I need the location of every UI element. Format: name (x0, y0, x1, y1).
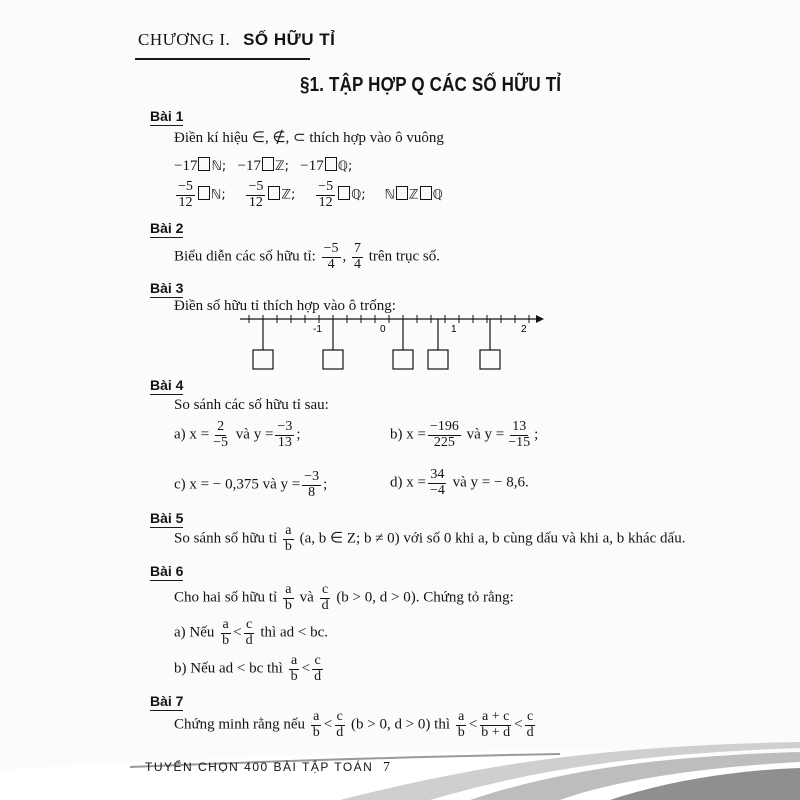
fraction: $\frac{c}{d}$ (526, 709, 534, 740)
exercise-2-text: Biểu diễn các số hữu tỉ: $\frac{-5}{4}$ , $\frac{7}{4}$ trên trục số. (174, 241, 440, 272)
exercise-6-intro: Cho hai số hữu tỉ $\frac{a}{b}$ và $\frac{c}{d}$ (b > 0, d > 0). Chứng tỏ rằng: (174, 582, 514, 613)
fraction: $\frac{-5}{12}$ (318, 179, 334, 210)
exercise-4a: a) x = $\frac{2}{-5}$ và y = $\frac{-3}{13}$ ; (174, 419, 301, 450)
fraction: $\frac{c}{d}$ (321, 582, 329, 613)
answer-box[interactable] (262, 157, 274, 171)
answer-box[interactable] (325, 157, 337, 171)
chapter-heading (138, 30, 335, 50)
exercise-1-row2: $\frac{-5}{12}$ ℕ; $\frac{-5}{12}$ ℤ; $\frac{-5}{12}$ ℚ; ℕ ℤ ℚ (178, 179, 443, 210)
exercise-6-heading: Bài 6 (150, 563, 184, 579)
exercise-4-instruction: So sánh các số hữu tỉ sau: (174, 397, 329, 413)
exercise-2-heading: Bài 2 (150, 220, 184, 236)
footer-decoration (0, 740, 800, 800)
section-title: §1. TẬP HỢP Q CÁC SỐ HỮU TỈ (300, 74, 562, 96)
answer-box[interactable] (198, 186, 210, 200)
tick-label: 0 (380, 324, 386, 335)
exercise-3-instruction: Điền số hữu tỉ thích hợp vào ô trống: (174, 298, 396, 314)
footer-running-title (145, 760, 392, 776)
fraction: $\frac{-196}{225}$ (429, 419, 459, 450)
exercise-1-instruction: Điền kí hiệu ∈, ∉, ⊂ thích hợp vào ô vuông (174, 130, 444, 146)
tick-label: -1 (313, 324, 322, 335)
fraction: $\frac{a}{b}$ (457, 709, 465, 740)
chapter-underline (135, 58, 310, 60)
exercise-4-heading: Bài 4 (150, 377, 184, 393)
exercise-3-heading: Bài 3 (150, 280, 184, 296)
fraction: $\frac{-3}{8}$ (304, 469, 320, 500)
tick-label: 1 (451, 324, 457, 335)
fraction: $\frac{c}{d}$ (245, 617, 253, 648)
fraction: $\frac{-3}{13}$ (277, 419, 293, 450)
answer-box[interactable] (268, 186, 280, 200)
exercise-4c: c) x = − 0,375 và y = $\frac{-3}{8}$ ; (174, 469, 328, 500)
fraction: $\frac{13}{-15}$ (508, 419, 531, 450)
exercise-6a: a) Nếu $\frac{a}{b}$ < $\frac{c}{d}$ thì ad < bc. (174, 617, 328, 648)
fraction: $\frac{a + c}{b + d}$ (481, 709, 511, 740)
fraction: $\frac{-5}{12}$ (248, 179, 264, 210)
answer-box[interactable] (338, 186, 350, 200)
answer-box[interactable] (420, 186, 432, 200)
fraction: $\frac{-5}{4}$ (323, 241, 339, 272)
exercise-4d: d) x = $\frac{34}{-4}$ và y = − 8,6. (390, 467, 529, 498)
exercise-5-heading: Bài 5 (150, 510, 184, 526)
fraction: $\frac{a}{b}$ (222, 617, 230, 648)
tick-label: 2 (521, 324, 527, 335)
answer-box[interactable] (198, 157, 210, 171)
fraction: $\frac{c}{d}$ (314, 653, 322, 684)
fraction: $\frac{2}{-5}$ (213, 419, 229, 450)
exercise-4b: b) x = $\frac{-196}{225}$ và y = $\frac{13}{-15}$ ; (390, 419, 539, 450)
exercise-6b: b) Nếu ad < bc thì $\frac{a}{b}$ < $\frac{c}{d}$ (174, 653, 322, 684)
chapter-label: CHƯƠNG I. (138, 30, 231, 49)
exercise-5-text: So sánh số hữu tỉ $\frac{a}{b}$ (a, b ∈ Z; b ≠ 0) với số 0 khi a, b cùng dấu và khi a, b khác dấu. (174, 523, 686, 554)
number-line (240, 310, 550, 370)
fraction: $\frac{34}{-4}$ (429, 467, 445, 498)
chapter-title: SỐ HỮU TỈ (243, 30, 336, 49)
book-title: TUYỂN CHỌN 400 BÀI TẬP TOÁN (145, 760, 374, 774)
exercise-7-heading: Bài 7 (150, 693, 184, 709)
fraction: $\frac{c}{d}$ (336, 709, 344, 740)
exercise-7-text: Chứng minh rằng nếu $\frac{a}{b}$ < $\frac{c}{d}$ (b > 0, d > 0) thì $\frac{a}{b}$ < $\frac{a + c}{b + d}$ < $\frac{c}{d}$ (174, 709, 534, 740)
exercise-1-row1: −17 ℕ; −17 ℤ; −17 ℚ; (174, 158, 353, 174)
fraction: $\frac{a}{b}$ (284, 523, 292, 554)
fraction: $\frac{7}{4}$ (354, 241, 362, 272)
fraction: $\frac{a}{b}$ (290, 653, 298, 684)
exercise-1-heading: Bài 1 (150, 108, 184, 124)
answer-box[interactable] (396, 186, 408, 200)
fraction: $\frac{a}{b}$ (284, 582, 292, 613)
fraction: $\frac{-5}{12}$ (178, 179, 193, 210)
fraction: $\frac{a}{b}$ (312, 709, 320, 740)
page-number: 7 (383, 760, 392, 775)
